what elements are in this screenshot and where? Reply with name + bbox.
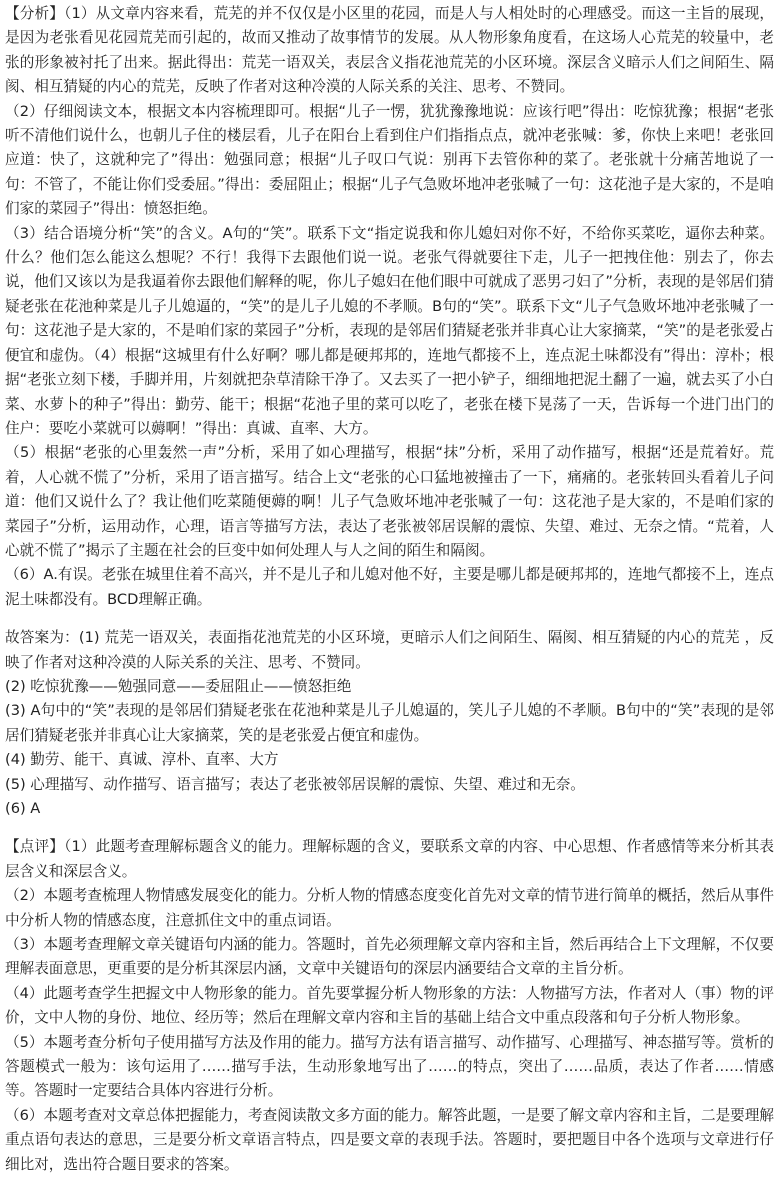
answer-line-6: (6) A	[5, 800, 41, 817]
section-spacer	[5, 821, 774, 835]
comment-paragraph-6: （6）本题考查对文章总体把握能力，考查阅读散文多方面的能力。解答此题，一是要了解文章内容和主旨，二是要理解重点语句表达的意思，三是要分析文章语言特点，四是要文章的表现手法。答题时，要把题目中各个选项与文章进行仔细比对，选出符合题目要求的答案。	[5, 1106, 774, 1173]
analysis-paragraph-3: （3）结合语境分析“笑”的含义。A句的“笑”。联系下文“指定说我和你儿媳妇对你不好，不给你买菜吃，逼你去种菜。什么？他们怎么能这么想呢？不行！我得下去跟他们说一说。老张气得就要往下走，儿子一把拽住他：别去了，你去说，他们又该以为是我逼着你去跟他们解释的呢，你儿子媳妇在他们眼中可就成了恶男刁妇了”分析，表现的是邻居们猜疑老张在花池种菜是儿子儿媳逼的，“笑”的是儿子儿媳的不孝顺。B句的“笑”。联系下文“儿子气急败坏地冲老张喊了一句：这花池子是大家的，不是咱们家的菜园子”分析，表现的是邻居们猜疑老张并非真心让大家摘菜，“笑”的是老张爱占便宜和虚伪。（4）根据“这城里有什么好啊？哪儿都是硬邦邦的，连地气都接不上，连点泥土味都没有”得出：淳朴；根据“老张立刻下楼，手脚并用，片刻就把杂草清除干净了。又去买了一把小铲子，细细地把泥土翻了一遍，就去买了小白菜、水萝卜的种子”得出：勤劳、能干；根据“花池子里的菜可以吃了，老张在楼下晃荡了一天，告诉每一个进门出门的住户：要吃小菜就可以薅啊！”得出：真诚、直率、大方。	[5, 224, 774, 437]
answer-line-2: (2) 吃惊犹豫——勉强同意——委屈阻止——愤怒拒绝	[5, 677, 352, 695]
answer-line-4: (4) 勤劳、能干、真诚、淳朴、直率、大方	[5, 751, 279, 769]
section-spacer	[5, 612, 774, 626]
comments-section	[5, 835, 774, 1177]
analysis-paragraph-5: （5）根据“老张的心里轰然一声”分析，采用了如心理描写，根据“抹”分析，采用了动作描写，根据“还是荒着好。荒着，人心就不慌了”分析，采用了语言描写。结合上文“老张的心口猛地被撞击了一下，痛痛的。老张转回头看着儿子问道：他们又说什么了？我让他们吃菜随便薅的啊！儿子气急败坏地冲老张喊了一句：这花池子是大家的，不是咱们家的菜园子”分析，运用动作，心理，语言等描写方法，表达了老张被邻居误解的震惊、失望、难过、无奈之情。“荒着，人心就不慌了”揭示了主题在社会的巨变中如何处理人与人之间的陌生和隔阂。	[5, 444, 774, 559]
answer-line-1: 故答案为：(1) 荒芜一语双关，表面指花池荒芜的小区环境，更暗示人们之间陌生、隔阂、相互猜疑的内心的荒芜 ，反映了作者对这种冷漠的人际关系的关注、思考、不赞同。	[5, 629, 774, 671]
answers-section	[5, 626, 774, 821]
comment-paragraph-3: （3）本题考查理解文章关键语句内涵的能力。答题时，首先必须理解文章内容和主旨，然后再结合上下文理解，不仅要理解表面意思，更重要的是分析其深层内涵，文章中关键语句的深层内涵要结合文章的主旨分析。	[5, 936, 774, 978]
analysis-paragraph-1: 【分析】（1）从文章内容来看，荒芜的并不仅仅是小区里的花园，而是人与人相处时的心理感受。而这一主旨的展现，是因为老张看见花园荒芜而引起的，故而又推动了故事情节的发展。从人物形象角度看，在这场人心荒芜的较量中，老张的形象被衬托了出来。据此得出：荒芜一语双关，表层含义指花池荒芜的小区环境。深层含义暗示人们之间陌生、隔阂、相互猜疑的内心的荒芜，反映了作者对这种冷漠的人际关系的关注、思考、不赞同。	[5, 5, 774, 96]
answer-line-5: (5) 心理描写、动作描写、语言描写；表达了老张被邻居误解的震惊、失望、难过和无奈。	[5, 775, 585, 793]
comment-paragraph-4: （4）此题考查学生把握文中人物形象的能力。首先要掌握分析人物形象的方法：人物描写方法，作者对人（事）物的评价，文中人物的身份、地位、经历等；然后在理解文章内容和主旨的基础上结合文中重点段落和句子分析人物形象。	[5, 984, 774, 1027]
comment-paragraph-5: （5）本题考查分析句子使用描写方法及作用的能力。描写方法有语言描写、动作描写、心理描写、神态描写等。赏析的答题模式一般为：该句运用了……描写手法，生动形象地写出了……的特点，突出了……品质，表达了作者……情感等。答题时一定要结合具体内容进行分析。	[5, 1033, 774, 1100]
analysis-paragraph-6: （6）A.有误。老张在城里住着不高兴，并不是儿子和儿媳对他不好，主要是哪儿都是硬邦邦的，连地气都接不上，连点泥土味都没有。BCD理解正确。	[5, 566, 774, 608]
answer-line-3: (3) A句中的“笑”表现的是邻居们猜疑老张在花池种菜是儿子儿媳逼的，笑儿子儿媳的不孝顺。B句中的“笑”表现的是邻居们猜疑老张并非真心让大家摘菜，笑的是老张爱占便宜和虚伪。	[5, 702, 774, 744]
analysis-paragraph-2: （2）仔细阅读文本，根据文本内容梳理即可。根据“儿子一愣，犹犹豫豫地说：应该行吧”得出：吃惊犹豫；根据“老张听不清他们说什么，也朝儿子住的楼层看，儿子在阳台上看到住户们指指点点，就冲老张喊：爹，你快上来吧！老张回应道：快了，这就种完了”得出：勉强同意；根据“儿子叹口气说：别再下去管你种的菜了。老张就十分痛苦地说了一句：不管了，不能让你们受委屈。”得出：委屈阻止；根据“儿子气急败坏地冲老张喊了一句：这花池子是大家的，不是咱们家的菜园子”得出：愤怒拒绝。	[5, 102, 774, 218]
comment-paragraph-2: （2）本题考查梳理人物情感发展变化的能力。分析人物的情感态度变化首先对文章的情节进行简单的概括，然后从事件中分析人物的情感态度，注意抓住文中的重点词语。	[5, 887, 774, 929]
comment-paragraph-1: 【点评】（1）此题考查理解标题含义的能力。理解标题的含义，要联系文章的内容、中心思想、作者感情等来分析其表层含义和深层含义。	[5, 838, 774, 880]
analysis-section	[5, 2, 774, 612]
